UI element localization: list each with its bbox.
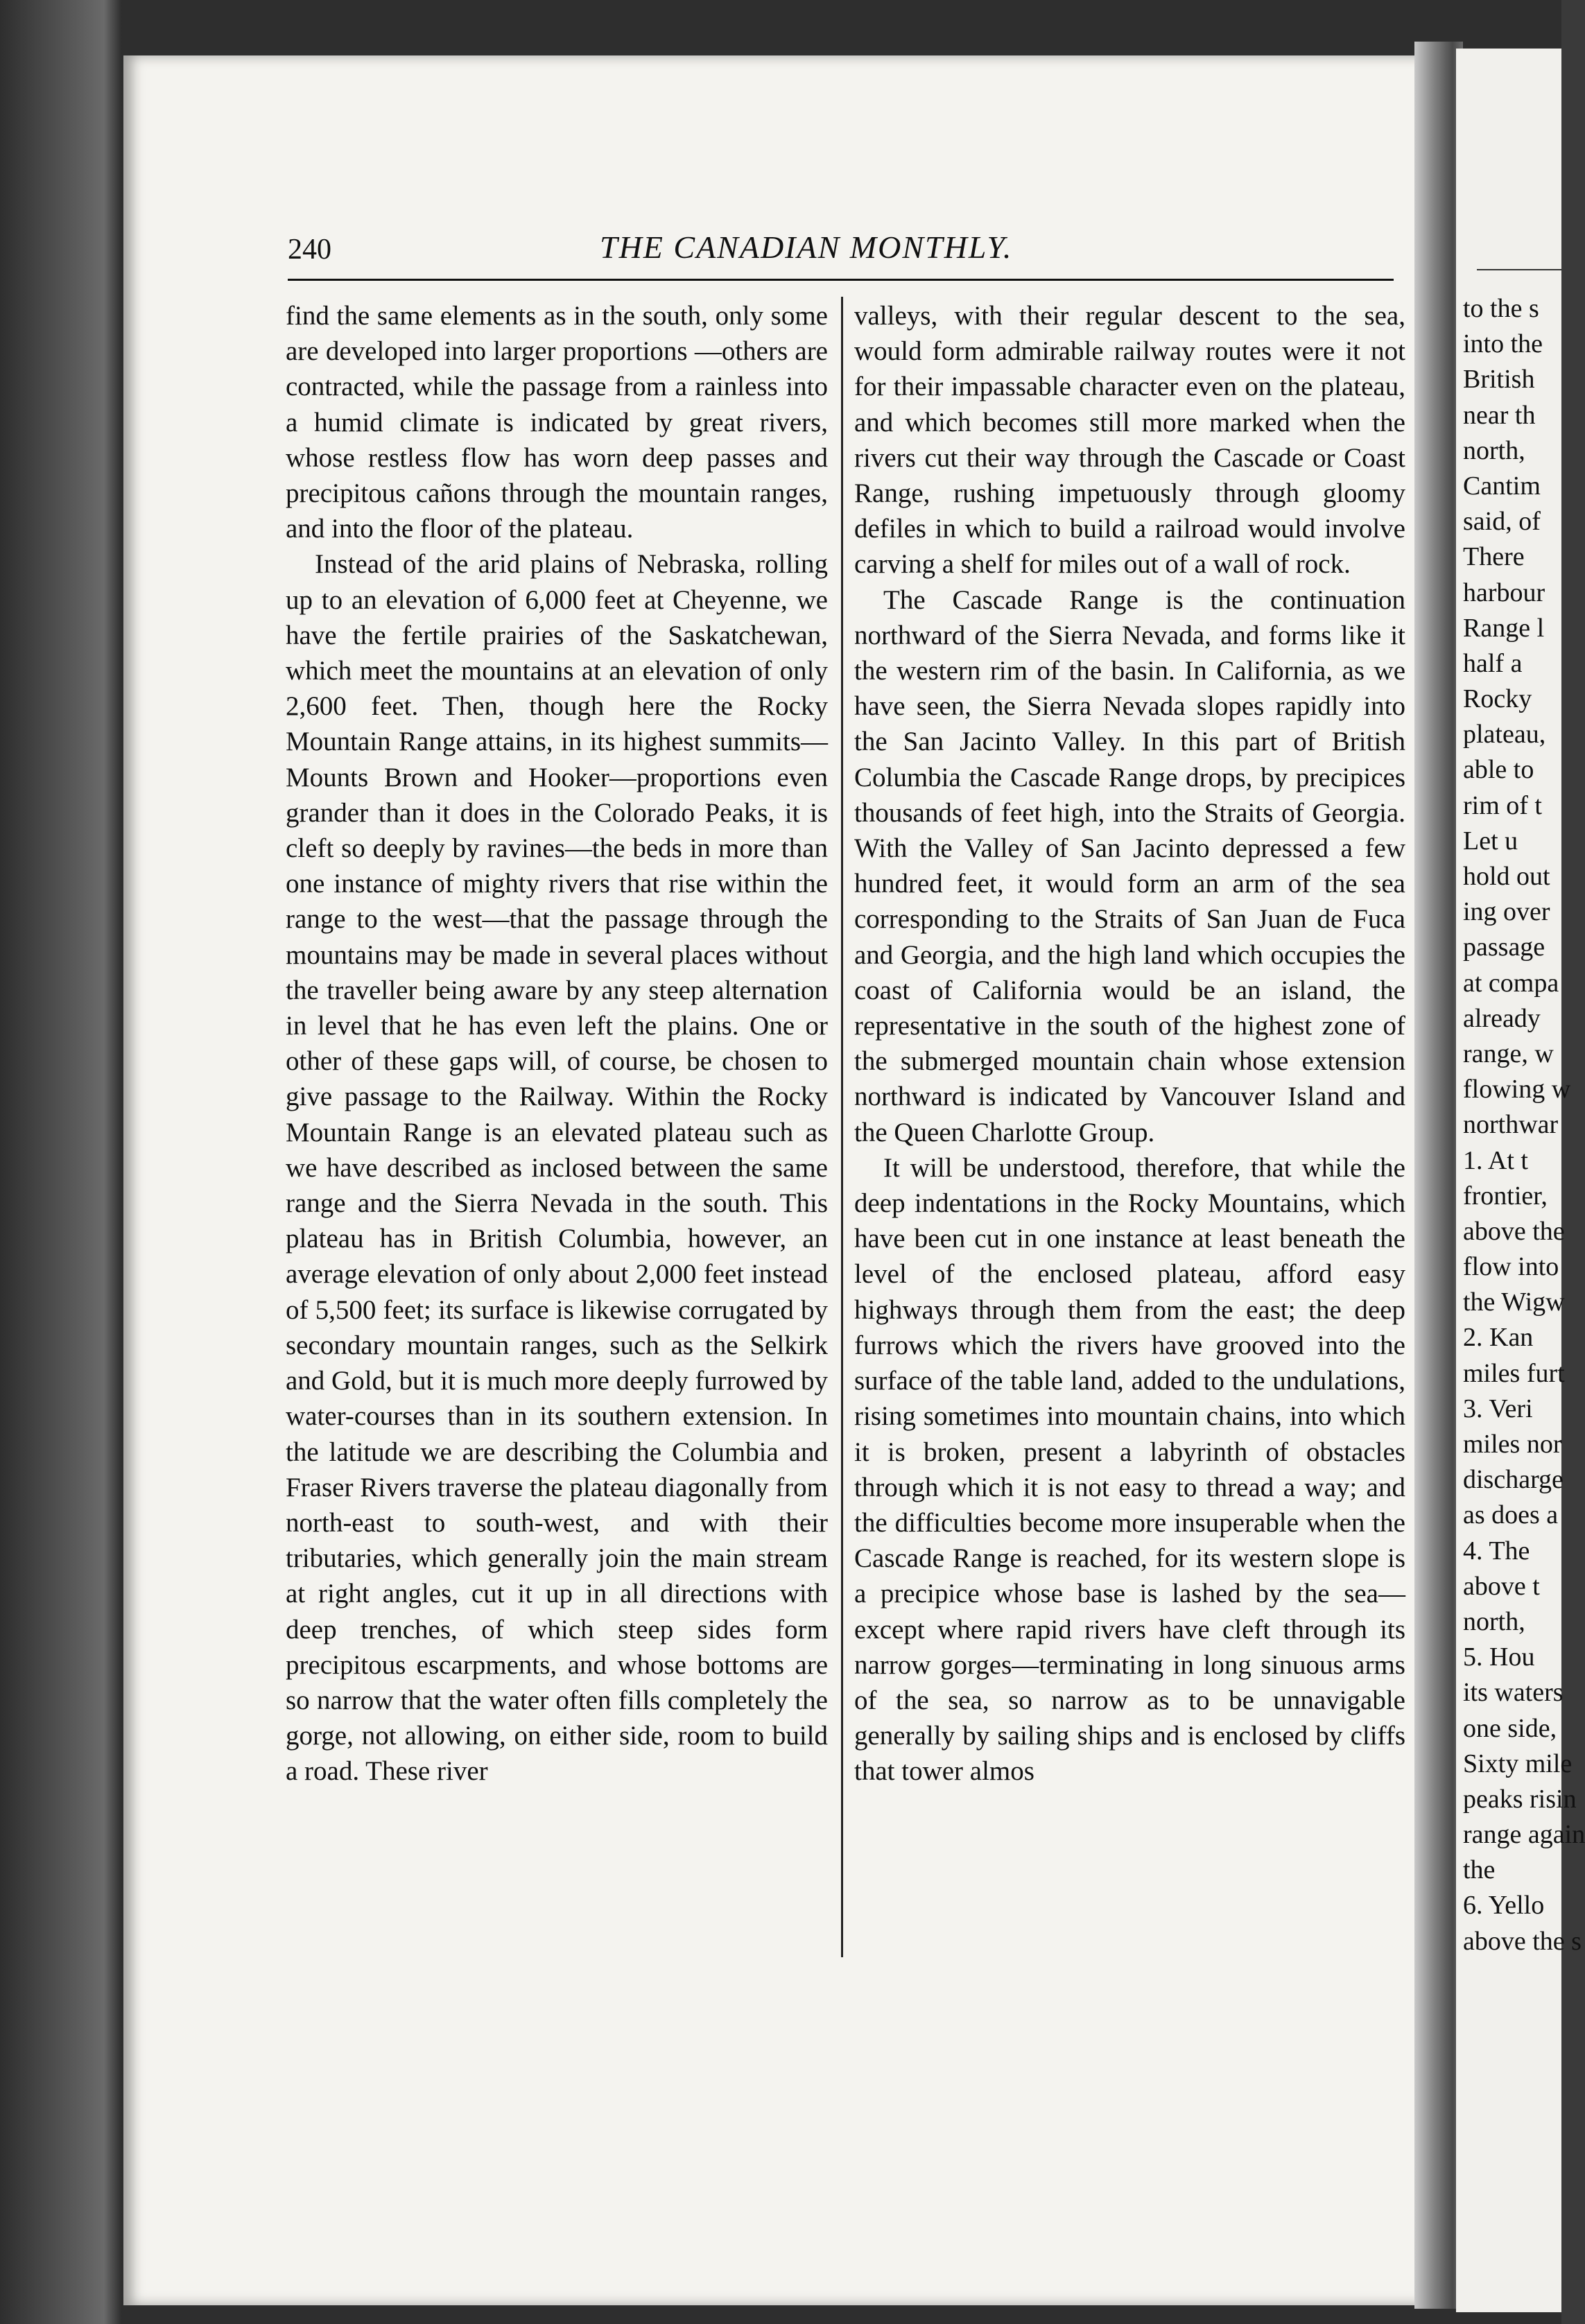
fragment-line: Sixty mile — [1463, 1749, 1573, 1778]
fragment-line: flow into — [1463, 1252, 1559, 1282]
running-head — [288, 229, 1394, 277]
fragment-line: peaks risin — [1463, 1784, 1577, 1814]
fragment-line: into the — [1463, 329, 1543, 359]
fragment-line: hold out — [1463, 862, 1550, 891]
fragment-line: the Wigw — [1463, 1287, 1565, 1317]
paragraph: Instead of the arid plains of Nebraska, rolling up to an elevation of 6,000 feet at Cheyenne, we have the fertile prairies of the Saskatchewan, which meet the mountains at an elevation of only 2,600 feet. Then, though here the Rocky Mountain Range attains, in its highest summits—Mounts Brown and Hooker—proportions even grander than it does in the Colorado Peaks, it is cleft so deeply by ravines—the beds in more than one instance of mighty rivers that rise within the range to the west—that the passage through the mountains may be made in several places without the traveller being aware by any steep alternation in level that he has even left the plains. One or other of these gaps will, of course, be chosen to give passage to the Railway. Within the Rocky Mountain Range is an elevated plateau such as we have described as inclosed between the same range and the Sierra Nevada in the south. This plateau has in British Columbia, however, an average elevation of only about 2,000 feet instead of 5,500 feet; its surface is likewise corrugated by secondary mountain ranges, such as the Selkirk and Gold, but it is much more deeply furrowed by water-courses than in its southern extension. In the latitude we are describing the Columbia and Fraser Rivers traverse the plateau diagonally from north-east to south-west, and with their tributaries, which generally join the main stream at right angles, cut it up in all directions with deep trenches, of which steep sides form precipitous escarpments, and whose bottoms are so narrow that the water often fills completely the gorge, not allowing, on either side, room to build a road. These river — [286, 549, 828, 1787]
right-text-column — [854, 298, 1405, 1789]
right-page-header-rule — [1477, 269, 1561, 270]
fragment-line: above t — [1463, 1571, 1540, 1601]
right-page-text-fragment — [1463, 291, 1585, 1959]
fragment-line: British — [1463, 365, 1535, 394]
fragment-line: 6. Yello — [1463, 1891, 1545, 1920]
fragment-line: 3. Veri — [1463, 1394, 1533, 1423]
fragment-line: Cantim — [1463, 471, 1541, 501]
fragment-line: its waters — [1463, 1678, 1564, 1708]
fragment-line: the — [1463, 1855, 1496, 1885]
fragment-line: miles nor — [1463, 1430, 1562, 1459]
fragment-line: range, w — [1463, 1039, 1554, 1068]
fragment-line: range again — [1463, 1820, 1585, 1850]
fragment-line: flowing w — [1463, 1075, 1571, 1104]
paragraph: It will be understood, therefore, that while the deep indentations in the Rocky Mountains, which have been cut in one instance at least beneath the level of the enclosed plateau, afford easy highways through them from the east; the deep furrows which the rivers have grooved into the surface of the table land, added to the undulations, rising sometimes into mountain chains, into which it is broken, present a labyrinth of obstacles through which it is not easy to thread a way; and the difficulties become more insuperable when the Cascade Range is reached, for its western slope is a precipice whose base is lashed by the sea—except where rapid rivers have cleft through its narrow gorges—terminating in long sinuous arms of the sea, so narrow as to be unnavigable generally by sailing ships and is enclosed by cliffs that tower almos — [854, 1152, 1405, 1787]
journal-title: THE CANADIAN MONTHLY. — [600, 229, 1013, 265]
page-number: 240 — [288, 234, 331, 266]
paragraph: find the same elements as in the south, only some are developed into larger proportions —others are contracted, while the passage from a rainless into a humid climate is indicated by great rivers, whose restless flow has worn deep passes and precipitous cañons through the mountain ranges, and into the floor of the plateau. — [286, 301, 828, 544]
fragment-line: already — [1463, 1003, 1541, 1033]
column-divider — [841, 297, 843, 1957]
fragment-line: 5. Hou — [1463, 1642, 1535, 1672]
fragment-line: above the s — [1463, 1926, 1582, 1956]
fragment-line: miles furt — [1463, 1358, 1565, 1388]
fragment-line: half a — [1463, 648, 1523, 678]
fragment-line: passage — [1463, 933, 1545, 962]
fragment-line: near th — [1463, 400, 1536, 430]
fragment-line: as does a — [1463, 1500, 1559, 1530]
fragment-line: Let u — [1463, 826, 1518, 856]
fragment-line: above the — [1463, 1216, 1565, 1246]
fragment-line: one side, — [1463, 1713, 1557, 1743]
fragment-line: to the s — [1463, 294, 1539, 323]
fragment-line: northwar — [1463, 1110, 1559, 1140]
fragment-line: 2. Kan — [1463, 1323, 1534, 1353]
fragment-line: ing over — [1463, 897, 1550, 927]
fragment-line: north, — [1463, 435, 1525, 465]
header-rule — [288, 279, 1394, 281]
fragment-line: Range l — [1463, 613, 1545, 643]
fragment-line: north, — [1463, 1606, 1525, 1636]
fragment-line: Rocky — [1463, 684, 1532, 714]
fragment-line: 4. The — [1463, 1536, 1530, 1566]
fragment-line: There — [1463, 542, 1525, 572]
paragraph: The Cascade Range is the continuation northward of the Sierra Nevada, and forms like it the western rim of the basin. In California, as we have seen, the Sierra Nevada slopes rapidly into the San Jacinto Valley. In this part of British Columbia the Cascade Range drops, by precipices thousands of feet high, into the Straits of Georgia. With the Valley of San Jacinto depressed a few hundred feet, it would form an arm of the sea corresponding to the Straits of San Juan de Fuca and Georgia, and the high land which occupies the coast of California would be an island, the representative in the south of the highest zone of the submerged mountain chain whose extension northward is indicated by Vancouver Island and the Queen Charlotte Group. — [854, 584, 1405, 1147]
fragment-line: at compa — [1463, 968, 1559, 998]
fragment-line: harbour — [1463, 578, 1545, 607]
fragment-line: frontier, — [1463, 1181, 1548, 1211]
fragment-line: plateau, — [1463, 720, 1546, 749]
fragment-line: discharge — [1463, 1465, 1564, 1495]
fragment-line: 1. At t — [1463, 1145, 1528, 1175]
fragment-line: able to — [1463, 755, 1534, 785]
fragment-line: said, of — [1463, 507, 1541, 537]
fragment-line: rim of t — [1463, 790, 1542, 820]
left-text-column — [286, 298, 828, 1789]
paragraph: valleys, with their regular descent to the sea, would form admirable railway routes were it not for their impassable character even on the plateau, and which becomes still more marked when the rivers cut their way through the Cascade or Coast Range, rushing impetuously through gloomy defiles in which to build a railroad would involve carving a shelf for miles out of a wall of rock. — [854, 301, 1405, 580]
